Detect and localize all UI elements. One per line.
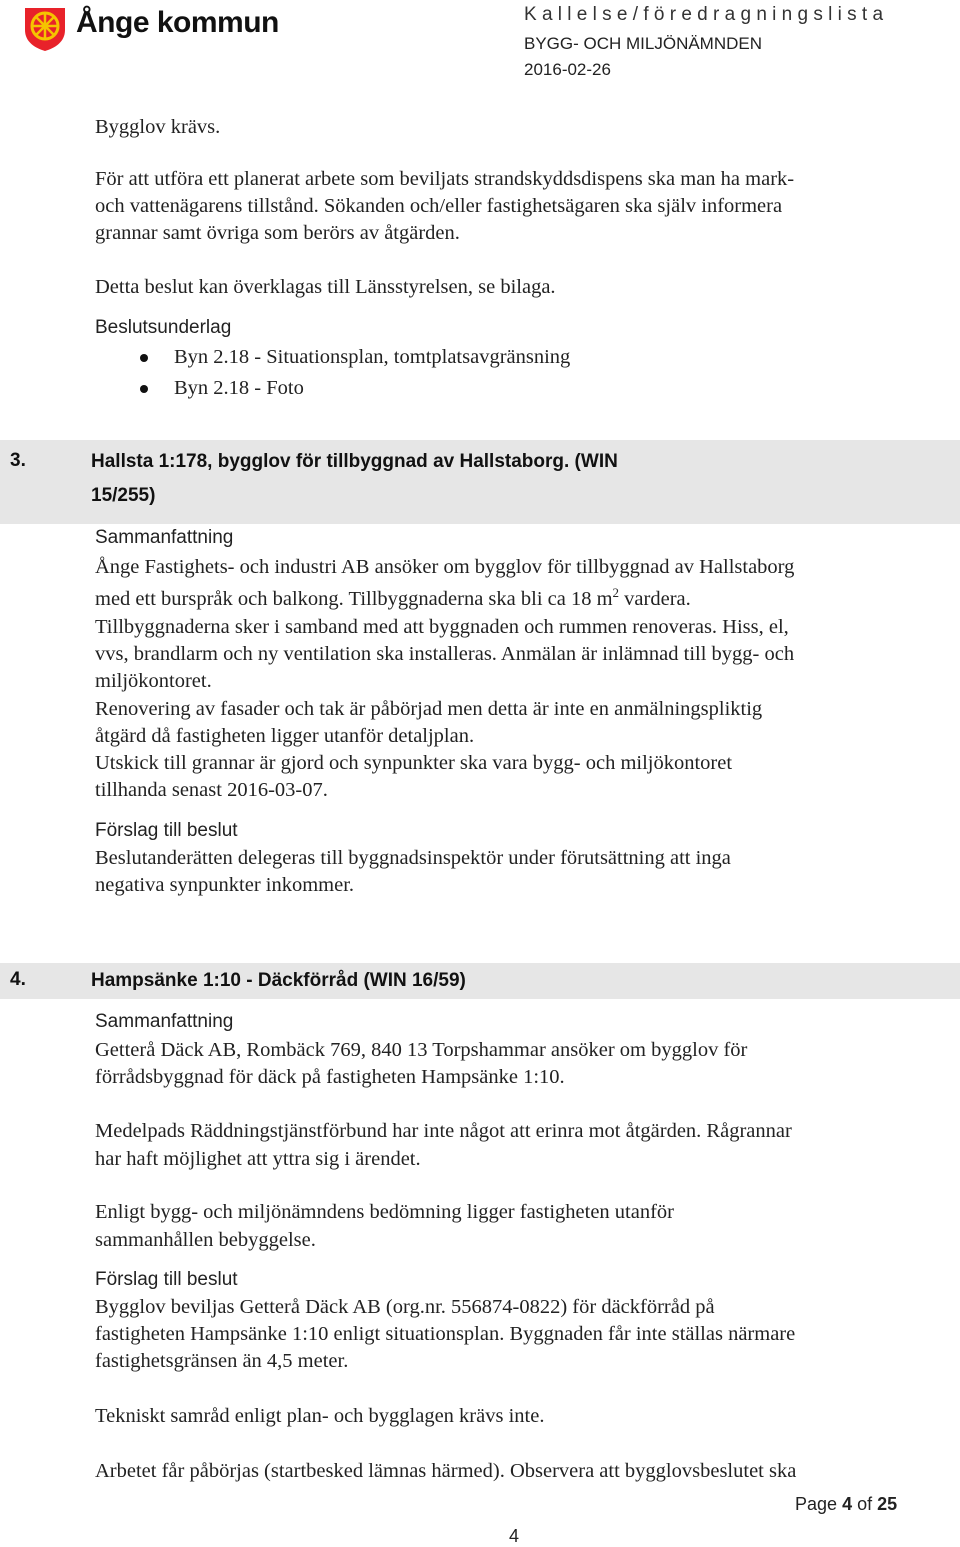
meeting-date: 2016-02-26 bbox=[524, 60, 611, 79]
page-total: 25 bbox=[877, 1494, 898, 1514]
paragraph-line: vvs, brandlarm och ny ventilation ska installeras. Anmälan är inlämnad till bygg- och bbox=[95, 643, 795, 665]
section-heading: Sammanfattning bbox=[95, 527, 234, 548]
paragraph-line: och vattenägarens tillstånd. Sökanden och/eller fastighetsägaren ska själv informera bbox=[95, 195, 783, 217]
text-segment: vardera. bbox=[619, 588, 691, 610]
paragraph-line: fastigheten Hampsänke 1:10 enligt situationsplan. Byggnaden får inte ställas närmare bbox=[95, 1323, 796, 1345]
paragraph-line bbox=[95, 586, 691, 613]
paragraph-line: Ånge Fastighets- och industri AB ansöker om bygglov för tillbyggnad av Hallstaborg bbox=[95, 556, 795, 578]
document-type: K a l l e l s e / f ö r e d r a g n i n g s l i s t a bbox=[524, 4, 884, 25]
paragraph-line: Utskick till grannar är gjord och synpunkter ska vara bygg- och miljökontoret bbox=[95, 752, 733, 774]
item-title: Hallsta 1:178, bygglov för tillbyggnad av Hallstaborg. (WIN bbox=[91, 451, 618, 472]
page-header bbox=[0, 0, 960, 79]
item-number: 3. bbox=[10, 450, 26, 471]
superscript: 2 bbox=[612, 585, 620, 601]
paragraph-line: fastighetsgränsen än 4,5 meter. bbox=[95, 1350, 349, 1372]
appeal-paragraph: Detta beslut kan överklagas till Länsstyrelsen, se bilaga. bbox=[95, 276, 556, 298]
paragraph-line: grannar samt övriga som berörs av åtgärden. bbox=[95, 222, 460, 244]
paragraph-line: Getterå Däck AB, Rombäck 769, 840 13 Torpshammar ansöker om bygglov för bbox=[95, 1039, 748, 1061]
section-heading: Förslag till beslut bbox=[95, 820, 238, 841]
paragraph-line: Bygglov beviljas Getterå Däck AB (org.nr. 556874-0822) för däckförråd på bbox=[95, 1296, 715, 1318]
item-number: 4. bbox=[10, 969, 26, 990]
paragraph-line: åtgärd då fastigheten ligger utanför detaljplan. bbox=[95, 725, 475, 747]
municipality-logo-icon bbox=[21, 4, 69, 52]
section-heading: Förslag till beslut bbox=[95, 1269, 238, 1290]
paragraph-line: förrådsbyggnad för däck på fastigheten Hampsänke 1:10. bbox=[95, 1066, 565, 1088]
item-title: Hampsänke 1:10 - Däckförråd (WIN 16/59) bbox=[91, 970, 466, 991]
paragraph-line: Beslutanderätten delegeras till byggnadsinspektör under förutsättning att inga bbox=[95, 847, 731, 869]
paragraph-line: Tillbyggnaderna sker i samband med att byggnaden och rummen renoveras. Hiss, el, bbox=[95, 616, 789, 638]
bottom-page-number: 4 bbox=[509, 1526, 520, 1546]
paragraph-line: Tekniskt samråd enligt plan- och bygglagen krävs inte. bbox=[95, 1405, 545, 1427]
paragraph-line: har haft möjlighet att yttra sig i ärendet. bbox=[95, 1148, 421, 1170]
paragraph: Bygglov krävs. bbox=[95, 116, 221, 138]
bullet-icon bbox=[140, 354, 148, 362]
page-of: of bbox=[857, 1494, 873, 1514]
bullet-icon bbox=[140, 385, 148, 393]
attachment-item: Byn 2.18 - Foto bbox=[174, 377, 304, 399]
paragraph-line: Renovering av fasader och tak är påbörjad men detta är inte en anmälningspliktig bbox=[95, 698, 763, 720]
paragraph-line: Medelpads Räddningstjänstförbund har inte något att erinra mot åtgärden. Rågrannar bbox=[95, 1120, 792, 1142]
paragraph-line: negativa synpunkter inkommer. bbox=[95, 874, 355, 896]
committee-name: BYGG- OCH MILJÖNÄMNDEN bbox=[524, 34, 763, 53]
paragraph-line: Arbetet får påbörjas (startbesked lämnas härmed). Observera att bygglovsbeslutet ska bbox=[95, 1460, 797, 1482]
section-heading: Beslutsunderlag bbox=[95, 317, 232, 338]
paragraph-line: tillhanda senast 2016-03-07. bbox=[95, 779, 328, 801]
paragraph-line: För att utföra ett planerat arbete som beviljats strandskyddsdispens ska man ha mark- bbox=[95, 168, 795, 190]
item-title: 15/255) bbox=[91, 485, 156, 506]
text-segment: med ett burspråk och balkong. Tillbyggnaderna ska bli ca 18 m bbox=[95, 588, 613, 610]
page-number: 4 bbox=[842, 1494, 853, 1514]
page-indicator bbox=[795, 1494, 897, 1515]
page-prefix: Page bbox=[795, 1494, 838, 1514]
attachment-item: Byn 2.18 - Situationsplan, tomtplatsavgränsning bbox=[174, 346, 571, 368]
logo-text: Ånge kommun bbox=[76, 6, 279, 39]
paragraph-line: sammanhållen bebyggelse. bbox=[95, 1229, 316, 1251]
section-heading: Sammanfattning bbox=[95, 1011, 234, 1032]
paragraph-line: miljökontoret. bbox=[95, 670, 212, 692]
paragraph-line: Enligt bygg- och miljönämndens bedömning ligger fastigheten utanför bbox=[95, 1201, 675, 1223]
